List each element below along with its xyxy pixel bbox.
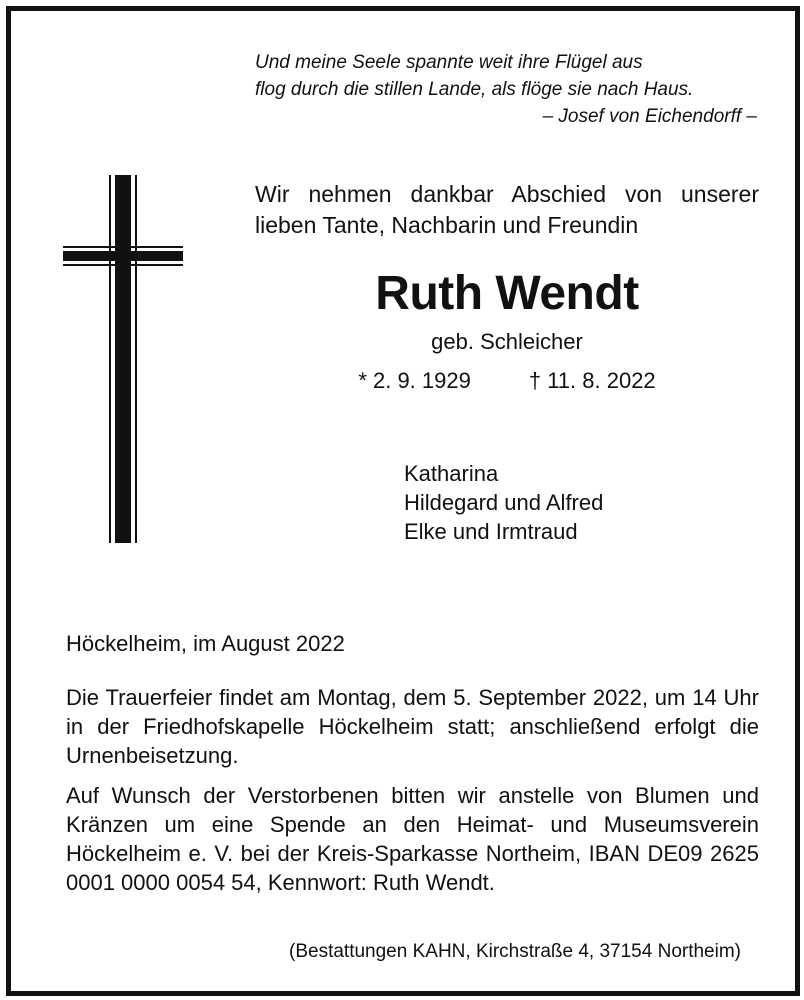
birth-name: geb. Schleicher: [431, 329, 583, 354]
poem-attribution: – Josef von Eichendorff –: [542, 106, 757, 127]
obituary-frame: [6, 6, 800, 996]
poem-line-2: flog durch die stillen Lande, als flöge sie nach Haus.: [255, 79, 694, 100]
mourner: Katharina: [404, 461, 499, 486]
poem-quote: [255, 49, 757, 130]
service-info: Die Trauerfeier findet am Montag, dem 5. September 2022, um 14 Uhr in der Friedhofskapelle Höckelheim statt; anschließend erfolgt die Urnenbeisetzung.: [66, 685, 759, 768]
death-date: † 11. 8. 2022: [528, 368, 656, 393]
mourner: Elke und Irmtraud: [404, 519, 578, 544]
cross-icon: [63, 175, 183, 543]
undertaker-info: (Bestattungen KAHN, Kirchstraße 4, 37154 Northeim): [289, 941, 741, 962]
mourners-list: [404, 459, 603, 546]
deceased-name: Ruth Wendt: [375, 267, 639, 320]
life-dates: [255, 366, 759, 396]
birth-date: * 2. 9. 1929: [358, 368, 471, 393]
donation-info: Auf Wunsch der Verstorbenen bitten wir anstelle von Blumen und Kränzen um eine Spende an den Heimat- und Museumsverein Höckelheim e. V. bei der Kreis-Sparkasse Northeim, IBAN DE09 2625 0001 0000 0054 54, Kennwort: Ruth Wendt.: [66, 783, 759, 895]
poem-line-1: Und meine Seele spannte weit ihre Flügel aus: [255, 52, 643, 73]
place-date: Höckelheim, im August 2022: [66, 631, 345, 656]
intro-text: Wir nehmen dankbar Abschied von unserer lieben Tante, Nachbarin und Freundin: [255, 181, 759, 238]
mourner: Hildegard und Alfred: [404, 490, 604, 515]
